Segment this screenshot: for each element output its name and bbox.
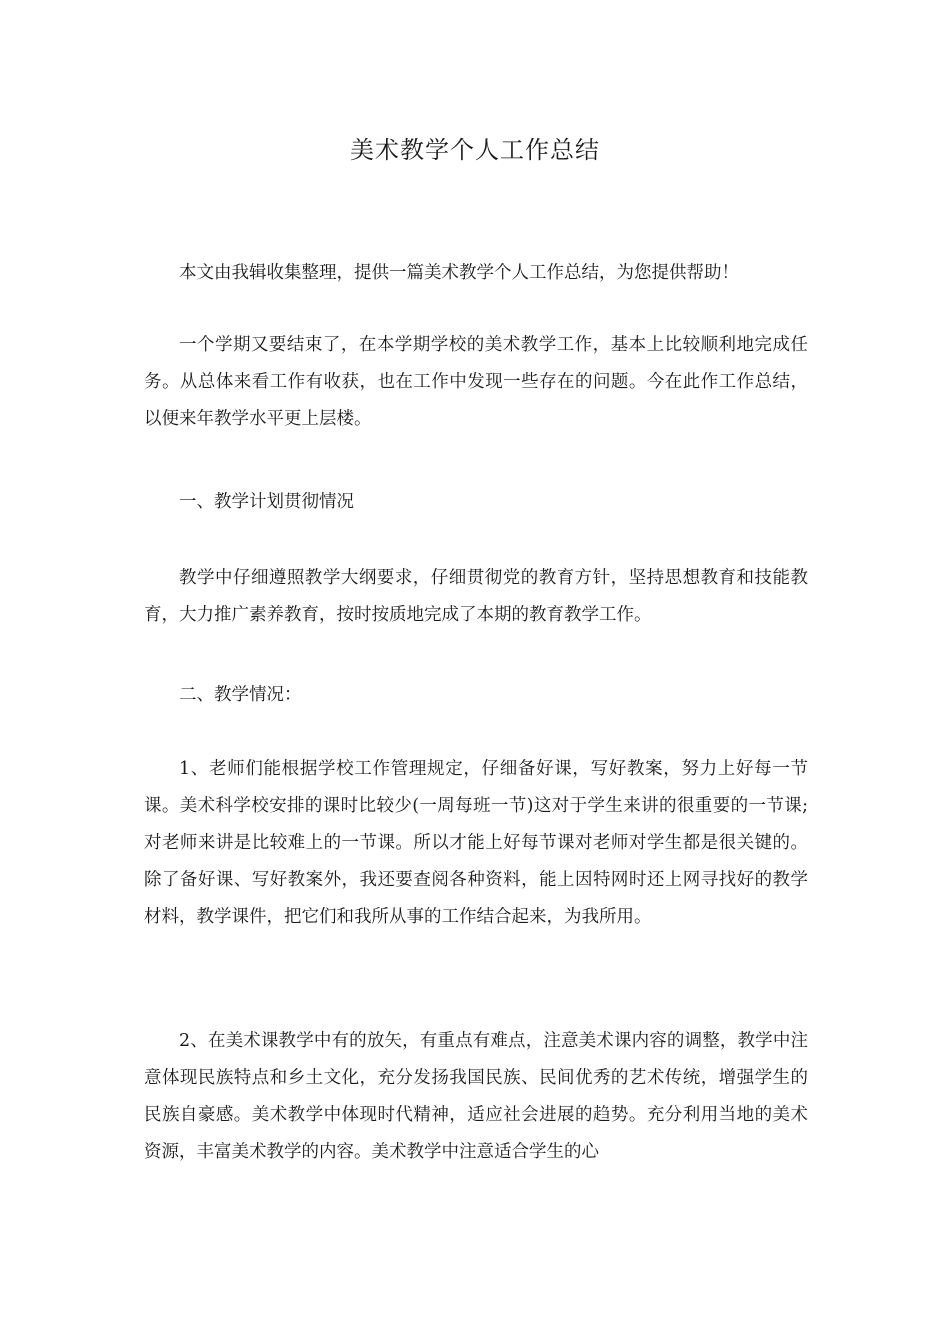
opening-paragraph: 一个学期又要结束了，在本学期学校的美术教学工作，基本上比较顺利地完成任务。从总体来看工作有收获，也在工作中发现一些存在的问题。今在此作工作总结，以便来年教学水平更上层楼。: [144, 335, 808, 429]
teaching-point-1: 1、老师们能根据学校工作管理规定，仔细备好课，写好教案，努力上好每一节课。美术科学校安排的课时比较少(一周每班一节)这对于学生来讲的很重要的一节课;对老师来讲是比较难上的一节课。所以才能上好每节课对老师对学生都是很关键的。除了备好课、写好教案外，我还要查阅各种资料，能上因特网时还上网寻找好的教学材料，教学课件，把它们和我所从事的工作结合起来，为我所用。: [144, 759, 808, 927]
section-heading-teaching: 二、教学情况：: [179, 685, 302, 705]
plan-paragraph: 教学中仔细遵照教学大纲要求，仔细贯彻党的教育方针，坚持思想教育和技能教育，大力推广素养教育，按时按质地完成了本期的教育教学工作。: [144, 568, 808, 625]
section-heading-plan: 一、教学计划贯彻情况: [179, 492, 354, 512]
document-title: 美术教学个人工作总结: [350, 136, 600, 164]
intro-paragraph: 本文由我辑收集整理，提供一篇美术教学个人工作总结，为您提供帮助！: [179, 263, 739, 283]
teaching-point-2: 2、在美术课教学中有的放矢，有重点有难点，注意美术课内容的调整，教学中注意体现民族特点和乡土文化，充分发扬我国民族、民间优秀的艺术传统，增强学生的民族自豪感。美术教学中体现时代精神，适应社会进展的趋势。充分利用当地的美术资源，丰富美术教学的内容。美术教学中注意适合学生的心: [144, 1031, 808, 1162]
